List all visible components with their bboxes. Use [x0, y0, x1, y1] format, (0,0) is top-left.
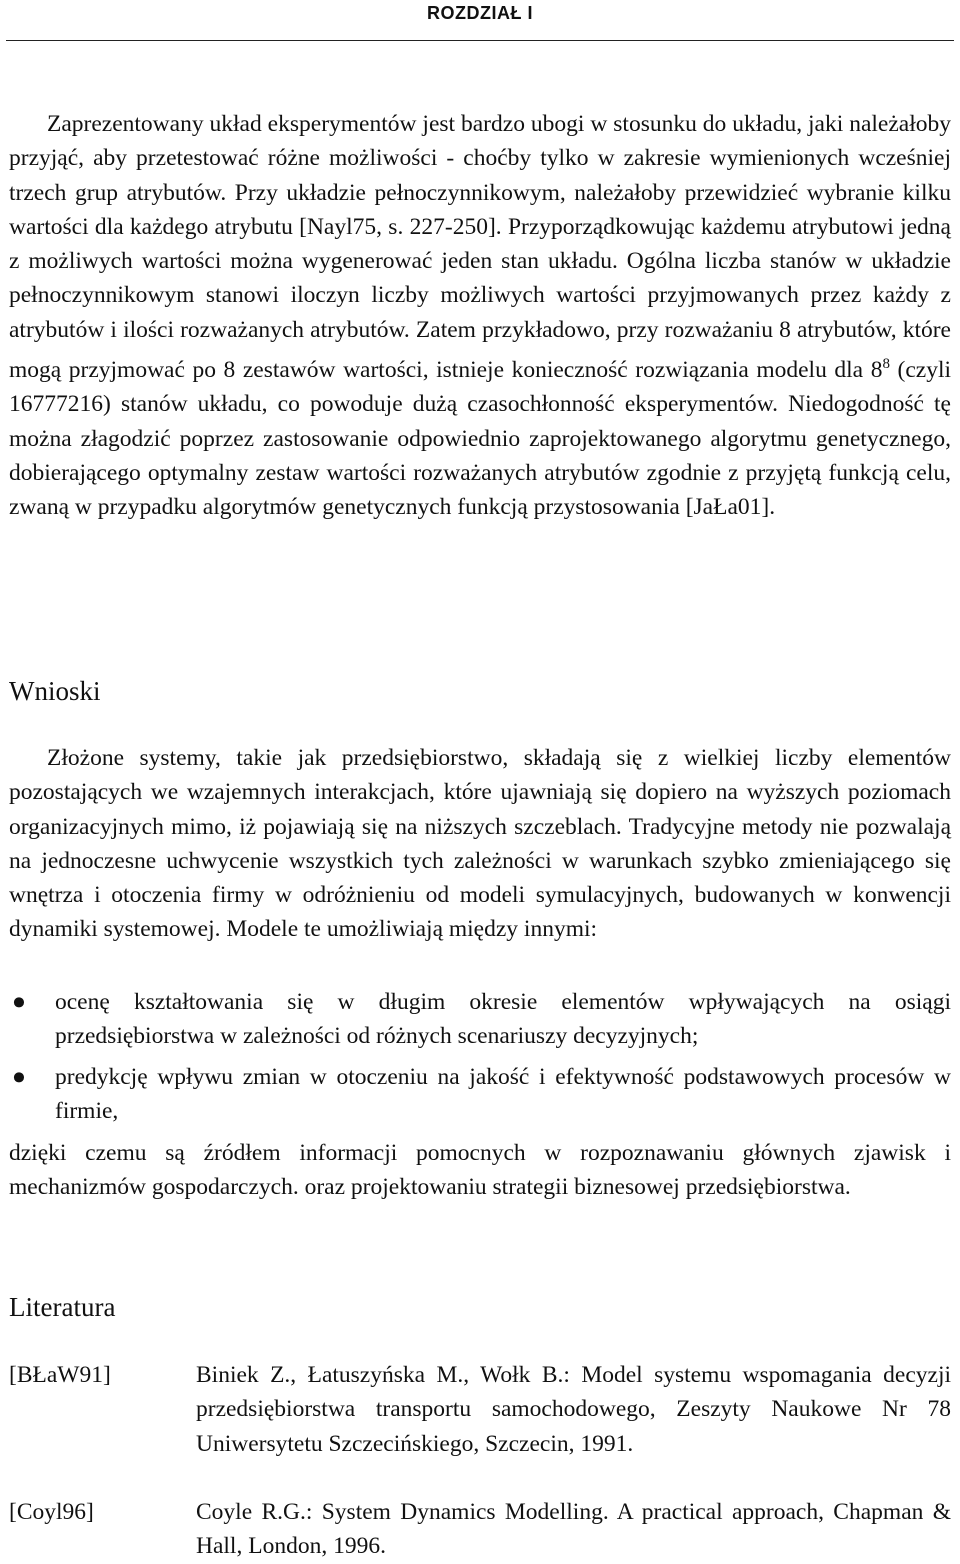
- bullet-text: predykcję wpływu zmian w otoczeniu na jakość i efektywność podstawowych procesów w firmie,: [55, 1063, 951, 1124]
- bullet-icon: ●: [11, 1063, 27, 1090]
- literature-heading: Literatura: [9, 1292, 116, 1322]
- list-item: [9, 1060, 951, 1129]
- reference-entry: [9, 1358, 951, 1461]
- conclusions-bullet-list: [9, 985, 951, 1134]
- intro-text-tail: (czyli 16777216) stanów układu, co powoduje dużą czasochłonność eksperymentów. Niedogodność tę można złagodzić poprzez zastosowanie odpowiednio zaprojektowanego algorytmu genetycznego, dobierającego optymalny zestaw wartości rozważanych atrybutów zgodnie z przyjętą funkcją celu, zwaną w przypadku algorytmów genetycznych funkcją przystosowania [JaŁa01].: [9, 356, 952, 521]
- bullet-icon: ●: [11, 989, 27, 1015]
- bullet-text: ocenę kształtowania się w długim okresie elementów wpływających na osiągi przedsiębiorstwa w zależności od różnych scenariuszy decyzyjnych;: [55, 989, 951, 1050]
- list-item: [9, 985, 951, 1054]
- running-header: [6, 0, 954, 41]
- reference-text: Biniek Z., Łatuszyńska M., Wołk B.: Model systemu wspomagania decyzji przedsiębiorstwa transportu samochodowego, Zeszyty Naukowe Nr 78 Uniwersytetu Szczecińskiego, Szczecin, 1991.: [196, 1362, 951, 1457]
- reference-key: [BŁaW91]: [9, 1362, 111, 1388]
- power-base: 8: [870, 356, 883, 383]
- reference-entry: [9, 1495, 951, 1564]
- reference-text: Coyle R.G.: System Dynamics Modelling. A practical approach, Chapman & Hall, London, 1996.: [196, 1499, 951, 1560]
- conclusions-paragraph: Złożone systemy, takie jak przedsiębiorstwo, składają się z wielkiej liczby elementów pozostających we wzajemnych interakcjach, które ujawniają się dopiero na wyższych poziomach organizacyjnych mimo, iż pojawiają się na niższych szczeblach. Tradycyjne metody nie pozwalają na jednoczesne uchwycenie wszystkich tych zależności w warunkach szybko zmieniającego się wnętrza i otoczenia firmy w odróżnieniu od modeli symulacyjnych, budowanych w konwencji dynamiki systemowej. Modele te umożliwiają między innymi:: [9, 745, 951, 943]
- conclusions-heading: Wnioski: [9, 676, 101, 706]
- intro-paragraph: [9, 107, 951, 524]
- conclusions-closing: dzięki czemu są źródłem informacji pomocnych w rozpoznawaniu głównych zjawisk i mechanizmów gospodarczych. oraz projektowaniu strategii biznesowej przedsiębiorstwa.: [9, 1140, 951, 1201]
- reference-key: [Coyl96]: [9, 1499, 94, 1525]
- power-exponent: 8: [882, 356, 890, 373]
- intro-text: Zaprezentowany układ eksperymentów jest bardzo ubogi w stosunku do układu, jaki należałoby przyjąć, aby przetestować różne możliwości - choćby tylko w zakresie wymienionych wcześniej trzech grup atrybutów. Przy układzie pełnoczynnikowym, należałoby przewidzieć wybranie kilku wartości dla każdego atrybutu [Nayl75, s. 227-250]. Przyporządkowując każdemu atrybutowi jedną z możliwych wartości można wygenerować jeden stan układu. Ogólna liczba stanów w układzie pełnoczynnikowym stanowi iloczyn liczby możliwych wartości przyjmowanych przez każdy z atrybutów i ilości rozważanych atrybutów. Zatem przykładowo, przy rozważaniu 8 atrybutów, które mogą przyjmować po 8 zestawów wartości, istnieje konieczność rozwiązania modelu dla: [9, 111, 951, 383]
- chapter-title: ROZDZIAŁ I: [427, 3, 533, 23]
